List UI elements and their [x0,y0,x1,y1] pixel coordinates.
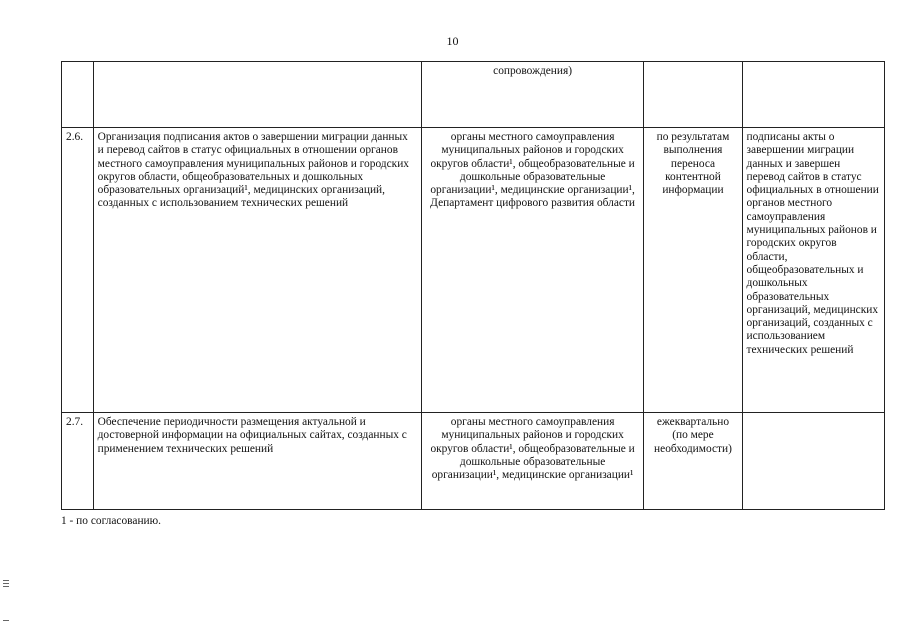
action-title-cell: Организация подписания актов о завершении миграции данных и перевод сайтов в статус официальных в отношении органов местного самоуправления муниципальных районов и городских округов области, общеобразовательных и дошкольных образовательных организаций¹, медицинских организаций, созданных с использованием технических решений [93,128,421,413]
executors-cell: сопровождения) [421,62,644,128]
table-row [62,128,885,413]
executors-cell: органы местного самоуправления муниципальных районов и городских округов области¹, общеобразовательные и дошкольные образовательные организации¹, медицинские организации¹ [421,413,644,510]
plan-table [61,61,885,510]
result-cell: подписаны акты о завершении миграции данных и завершен перевод сайтов в статус официальных в отношении органов местного самоуправления муниципальных районов и городских округов области, общеобразовательных и дошкольных образовательных организаций, медицинских организаций, созданных с использованием технических решений [742,128,884,413]
action-title-cell [93,62,421,128]
result-cell [742,413,884,510]
term-cell: ежеквартально (по мере необходимости) [644,413,742,510]
row-number-cell: 2.7. [62,413,94,510]
table-row-continued [62,62,885,128]
row-number-cell [62,62,94,128]
action-title-cell: Обеспечение периодичности размещения актуальной и достоверной информации на официальных сайтах, созданных с применением технических решений [93,413,421,510]
term-cell [644,62,742,128]
executors-cell: органы местного самоуправления муниципальных районов и городских округов области¹, общеобразовательные и дошкольные образовательные организации¹, медицинские организации¹, Департамент цифрового развития области [421,128,644,413]
scan-margin-mark [3,586,9,587]
scan-margin-mark [3,580,9,581]
result-cell [742,62,884,128]
scan-margin-mark [3,620,9,621]
page-number: 10 [446,34,459,48]
footnote: 1 - по согласованию. [61,515,161,527]
term-cell: по результатам выполнения переноса контентной информации [644,128,742,413]
table-row [62,413,885,510]
scan-margin-mark [3,583,9,584]
row-number-cell: 2.6. [62,128,94,413]
